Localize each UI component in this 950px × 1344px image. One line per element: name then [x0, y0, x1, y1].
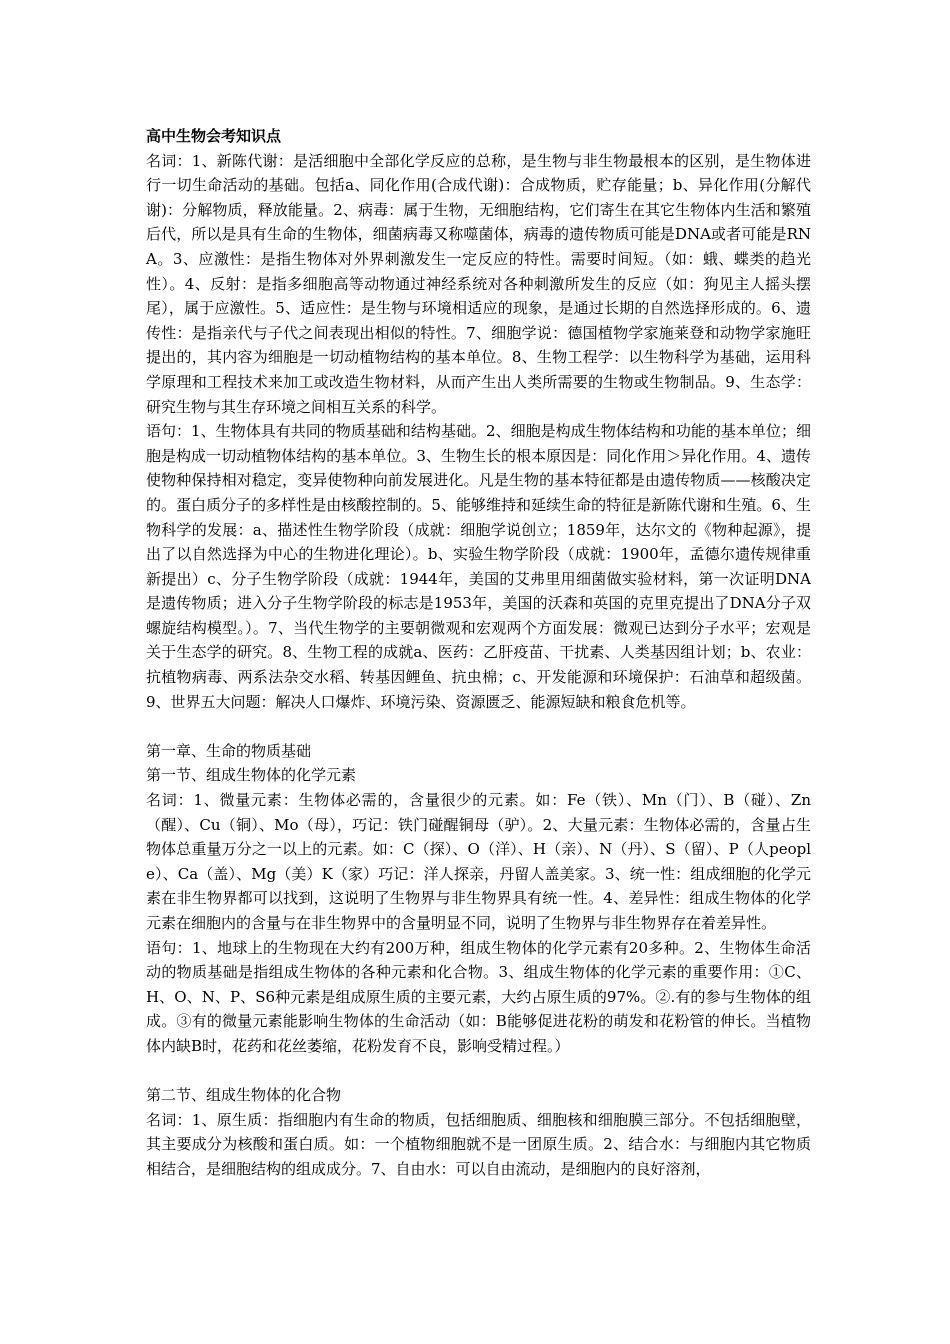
section-1-heading: 第一节、组成生物体的化学元素	[146, 766, 357, 785]
document-title: 高中生物会考知识点	[146, 127, 282, 145]
section-2-heading: 第二节、组成生物体的化合物	[146, 1086, 342, 1105]
chapter-1-heading: 第一章、生命的物质基础	[146, 741, 312, 760]
blank-line	[146, 714, 811, 739]
section-2-terms-paragraph: 名词：1、原生质：指细胞内有生命的物质，包括细胞质、细胞核和细胞膜三部分。不包括细胞壁，其主要成分为核酸和蛋白质。如：一个植物细胞就不是一团原生质。2、结合水：与细胞内其它物质相结合，是细胞结构的组成成分。7、自由水：可以自由流动，是细胞内的良好溶剂，	[146, 1110, 811, 1178]
blank-line	[146, 1059, 811, 1084]
section-1-terms-paragraph: 名词：1、微量元素：生物体必需的，含量很少的元素。如：Fe（铁）、Mn（门）、B（碰）、Zn（醒）、Cu（铜）、Mo（母），巧记：铁门碰醒铜母（驴）。2、大量元素：生物体必需的，含量占生物体总重量万分之一以上的元素。如：C（探）、O（洋）、H（亲）、N（丹）、S（留）、P（人people）、Ca（盖）、Mg（美）K（家）巧记：洋人探亲，丹留人盖美家。3、统一性：组成细胞的化学元素在非生物界都可以找到，这说明了生物界与非生物界具有统一性。4、差异性：组成生物体的化学元素在细胞内的含量与在非生物界中的含量明显不同，说明了生物界与非生物界存在着差异性。	[146, 791, 811, 932]
intro-terms-paragraph: 名词：1、新陈代谢：是活细胞中全部化学反应的总称，是生物与非生物最根本的区别，是生物体进行一切生命活动的基础。包括a、同化作用(合成代谢)：合成物质，贮存能量；b、异化作用(分解代谢)：分解物质，释放能量。2、病毒：属于生物，无细胞结构，它们寄生在其它生物体内生活和繁殖后代，所以是具有生命的生物体，细菌病毒又称噬菌体，病毒的遗传物质可能是DNA或者可能是RNA。3、应激性：是指生物体对外界刺激发生一定反应的特性。需要时间短。（如：蛾、蝶类的趋光性）。4、反射：是指多细胞高等动物通过神经系统对各种刺激所发生的反应（如：狗见主人摇头摆尾），属于应激性。5、适应性：是生物与环境相适应的现象，是通过长期的自然选择形成的。6、遗传性：是指亲代与子代之间表现出相似的特性。7、细胞学说：德国植物学家施莱登和动物学家施旺提出的，其内容为细胞是一切动植物结构的基本单位。8、生物工程学：以生物科学为基础，运用科学原理和工程技术来加工或改造生物材料，从而产生出人类所需要的生物或生物制品。9、生态学：研究生物与其生存环境之间相互关系的科学。	[146, 151, 811, 416]
intro-sentences-paragraph: 语句：1、生物体具有共同的物质基础和结构基础。2、细胞是构成生物体结构和功能的基本单位；细胞是构成一切动植物体结构的基本单位。3、生物生长的根本原因是：同化作用＞异化作用。4、遗传使物种保持相对稳定，变异使物种向前发展进化。凡是生物的基本特征都是由遗传物质——核酸决定的。蛋白质分子的多样性是由核酸控制的。5、能够维持和延续生命的特征是新陈代谢和生殖。6、生物科学的发展：a、描述性生物学阶段（成就：细胞学说创立；1859年，达尔文的《物种起源》，提出了以自然选择为中心的生物进化理论）。b、实验生物学阶段（成就：1900年，孟德尔遗传规律重新提出）c、分子生物学阶段（成就：1944年，美国的艾弗里用细菌做实验材料，第一次证明DNA是遗传物质；进入分子生物学阶段的标志是1953年，美国的沃森和英国的克里克提出了DNA分子双螺旋结构模型。）。7、当代生物学的主要朝微观和宏观两个方面发展：微观已达到分子水平；宏观是关于生态学的研究。8、生物工程的成就a、医药：乙肝疫苗、干扰素、人类基因组计划；b、农业：抗植物病毒、两系法杂交水稻、转基因鲤鱼、抗虫棉；c、开发能源和环境保护：石油草和超级菌。9、世界五大问题：解决人口爆炸、环境污染、资源匮乏、能源短缺和粮食危机等。	[146, 422, 811, 711]
section-1-sentences-paragraph: 语句：1、地球上的生物现在大约有200万种，组成生物体的化学元素有20多种。2、生物体生命活动的物质基础是指组成生物体的各种元素和化合物。3、组成生物体的化学元素的重要作用：①C、H、O、N、P、S6种元素是组成原生质的主要元素，大约占原生质的97%。②.有的参与生物体的组成。③有的微量元素能影响生物体的生命活动（如：B能够促进花粉的萌发和花粉管的伸长。当植物体内缺B时，花药和花丝萎缩，花粉发育不良，影响受精过程。）	[146, 938, 811, 1055]
document-page	[146, 124, 811, 1182]
